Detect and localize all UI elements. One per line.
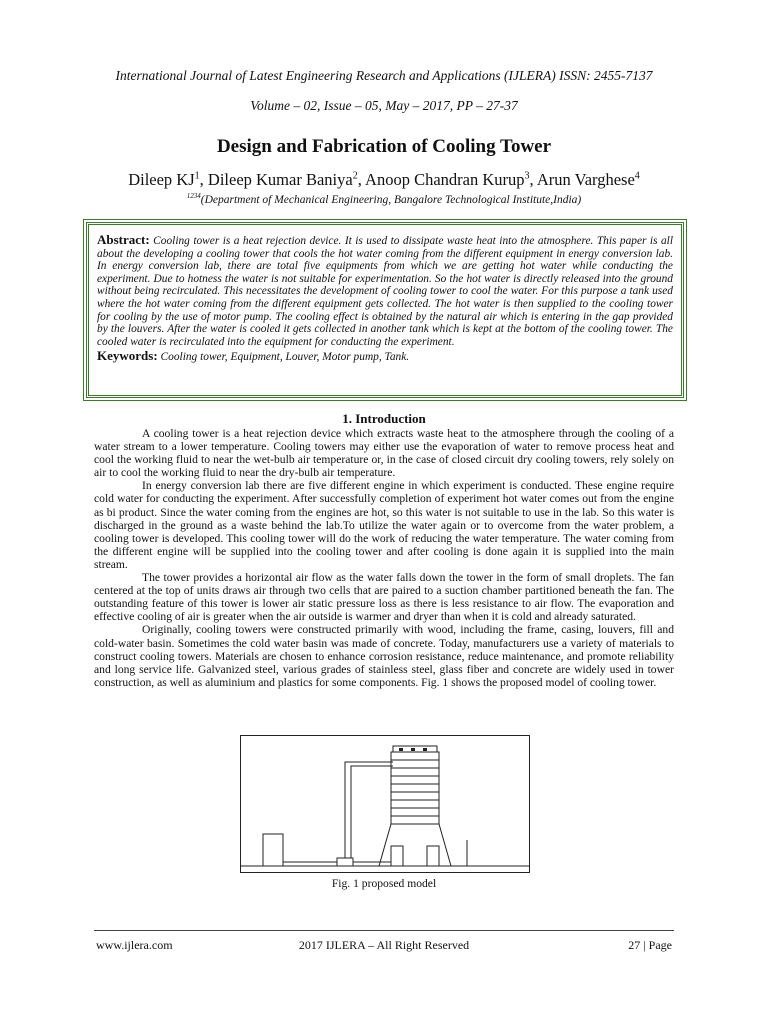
affiliation-text: (Department of Mechanical Engineering, Bangalore Technological Institute,India) <box>200 193 582 206</box>
author-index: 3 <box>524 170 530 182</box>
author: Arun Varghese <box>536 170 635 189</box>
motor-pump <box>337 858 353 866</box>
paragraph: Originally, cooling towers were constructed primarily with wood, including the frame, casing, louvers, fill and cold-water basin. Sometimes the cold water basin was made of concrete. Today, manufacturers use a variety of materials to construct cooling towers. Materials are chosen to enhance corrosion resistance, reduce maintenance, and promote reliability and long service life. Galvanized steel, various grades of stainless steel, glass fiber and concrete are widely used in tower construction, as well as aluminium and plastics for some components. Fig. 1 shows the proposed model of cooling tower. <box>94 623 674 689</box>
footer-website[interactable]: www.ijlera.com <box>96 938 173 952</box>
paragraph: The tower provides a horizontal air flow as the water falls down the tower in the form of small droplets. The fan centered at the top of units draws air through two cells that are paired to a suction chamber partitioned beneath the fan. The outstanding feature of this tower is lower air static pressure loss as there is less resistance to air flow. The evaporation and effective cooling of air is greater when the air outside is warmer and dryer than when it is cold and already saturated. <box>94 571 674 624</box>
left-tank <box>263 834 283 866</box>
paragraph: In energy conversion lab there are five different engine in which experiment is conducted. These engine require cold water for conducting the experiment. After successfully completion of experiment hot water comes out from the engine as bi product. Since the water coming from the engines are hot, so this water is not suitable to use in the lab. So this water is discharged in the ground as a waste behind the lab.To utilize the water again or to overcome from the water problem, a cooling tower is developed. This cooling tower will do the work of reducing the water temperature. The water coming from the different engine will be supplied into the cooling tower and after cooling is done again it is supplied into the main stream. <box>94 479 674 571</box>
affiliation <box>0 192 768 206</box>
abstract-label: Abstract: <box>97 232 150 247</box>
figure-caption: Fig. 1 proposed model <box>331 877 437 890</box>
tower-base <box>379 824 451 866</box>
author-index: 1 <box>194 170 200 182</box>
basin-tank <box>427 846 439 866</box>
keywords-label: Keywords <box>97 348 154 364</box>
figure-cooling-tower <box>240 735 530 873</box>
abstract-text: Cooling tower is a heat rejection device. It is used to dissipate waste heat into the atmosphere. This paper is all about the developing a cooling tower that cools the hot water coming from the different equipment in energy conversion lab. In energy conversion lab, there are total five equipments from which we are getting hot water while conducting the experiment. Due to hotness the water is not suitable for experimentation. So the hot water is directly released into the ground without being recirculated. This necessitates the development of cooling tower to cool the water. For this purpose a tank used where the hot water coming from the different equipment gets collected. The hot water is then supplied to the cooling tower for cooling by the use of motor pump. The cooling effect is obtained by the natural air which is entering in the gap provided by the louvers. After the water is cooled it gets collected in another tank which is kept at the bottom of the cooling tower. The cooled water is recirculated into the equipment for conducting the experiment. <box>97 235 673 348</box>
footer-page-number: 27 | Page <box>628 938 672 952</box>
author-index: 2 <box>352 170 358 182</box>
journal-header: International Journal of Latest Engineering Research and Applications (IJLERA) ISSN: 2455-7137 <box>115 68 653 83</box>
author: Dileep KJ <box>128 170 195 189</box>
author: Anoop Chandran Kurup <box>365 170 525 189</box>
author: Dileep Kumar Baniya <box>207 170 353 189</box>
abstract <box>97 234 673 348</box>
basin-tank <box>391 846 403 866</box>
author-index: 4 <box>634 170 640 182</box>
keywords-text: Cooling tower, Equipment, Louver, Motor pump, Tank. <box>160 351 410 364</box>
volume-info: Volume – 02, Issue – 05, May – 2017, PP – 27-37 <box>250 98 518 113</box>
paragraph: A cooling tower is a heat rejection device which extracts waste heat to the atmosphere through the cooling of a water stream to a lower temperature. Cooling towers may either use the evaporation of water to remove process heat and cool the working fluid to near the wet-bulb air temperature or, in the case of closed circuit dry cooling towers, rely solely on air to cool the working fluid to near the dry-bulb air temperature. <box>94 427 674 480</box>
abstract-box <box>86 222 684 398</box>
section-body <box>94 427 674 689</box>
paper-title: Design and Fabrication of Cooling Tower <box>216 136 552 157</box>
keywords: Keywords: Cooling tower, Equipment, Louver, Motor pump, Tank. <box>97 348 410 364</box>
footer-rule <box>94 930 674 931</box>
affiliation-index: 1234 <box>186 192 201 200</box>
footer-copyright: 2017 IJLERA – All Right Reserved <box>298 938 470 952</box>
section-heading: 1. Introduction <box>342 411 426 426</box>
cooling-tower-drawing <box>241 736 529 872</box>
supply-pipe <box>351 766 393 858</box>
author-list: Dileep $KJ^1$, Dileep Kumar Baniya$^2$, Anoop Chandran Kurup$^3$, Arun Varghese$^4$ <box>128 170 640 189</box>
